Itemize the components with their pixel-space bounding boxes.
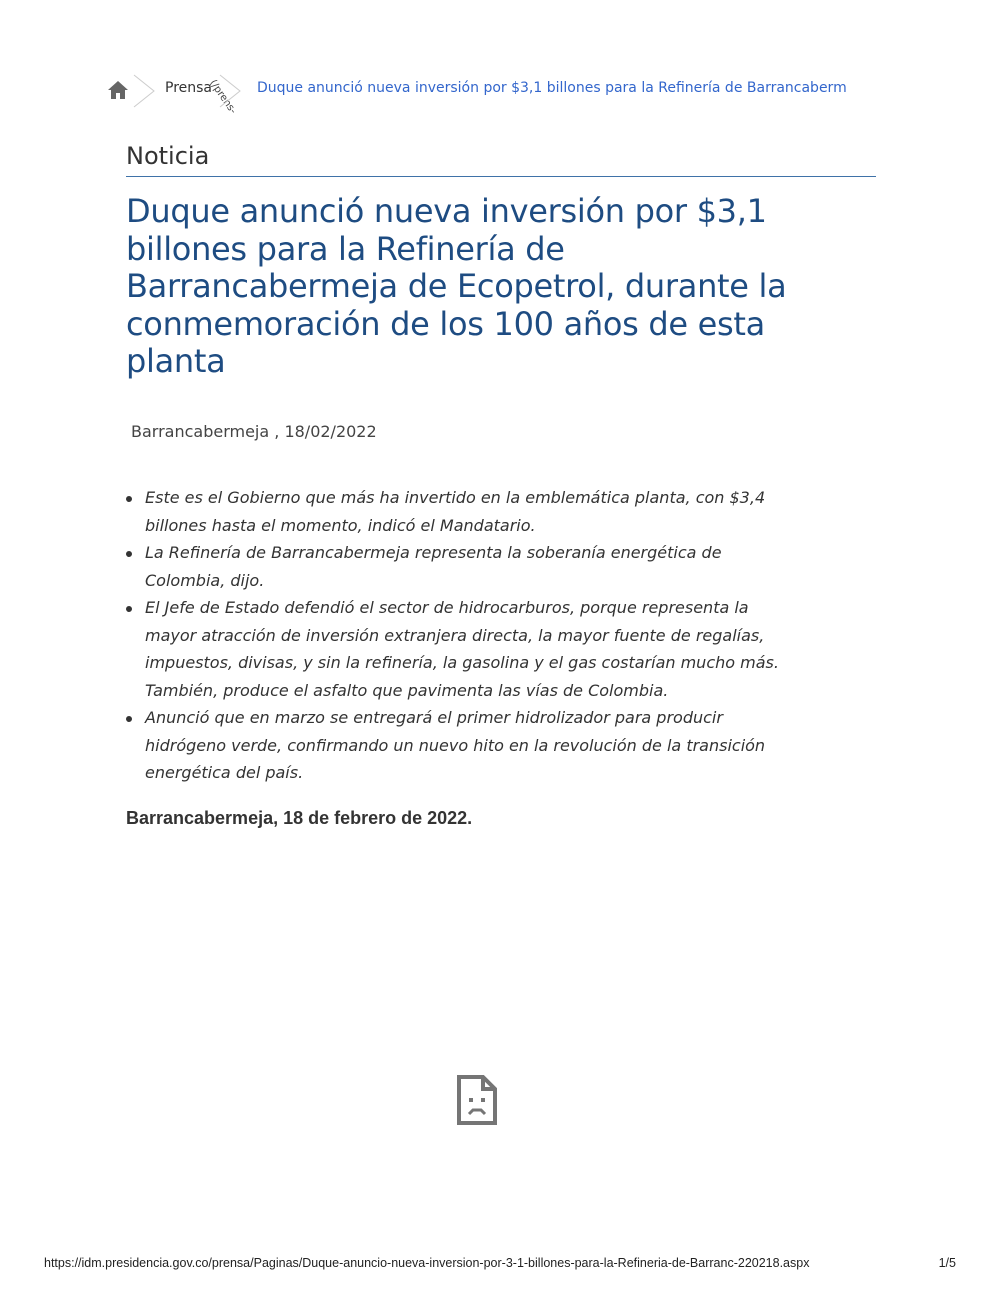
breadcrumb-slug: (/prens-	[206, 78, 239, 117]
headline-line: Duque anunció nueva inversión por $3,1	[126, 192, 767, 230]
list-item-line: Anunció que en marzo se entregará el primer hidrolizador para producir	[145, 708, 723, 727]
headline-line: billones para la Refinería de	[126, 229, 565, 268]
list-item-line: energética del país.	[145, 763, 304, 782]
list-item-line: mayor atracción de inversión extranjera directa, la mayor fuente de regalías,	[145, 625, 765, 645]
bullet-icon	[126, 606, 132, 612]
home-icon[interactable]	[106, 78, 130, 102]
list-item-line: El Jefe de Estado defendió el sector de hidrocarburos, porque representa la	[145, 598, 749, 617]
bullet-icon	[126, 496, 132, 502]
dateline: Barrancabermeja , 18/02/2022	[131, 422, 377, 441]
summary-list	[126, 484, 886, 787]
list-item	[126, 484, 886, 539]
list-item	[126, 539, 886, 594]
list-item-line: Este es el Gobierno que más ha invertido en la emblemática planta, con $3,4	[145, 488, 766, 507]
breadcrumb-prensa-link[interactable]: Prensa	[165, 80, 213, 96]
chevron-right-icon	[132, 74, 158, 108]
headline-line: conmemoración de los 100 años de esta	[126, 304, 765, 343]
headline-line: Barrancabermeja de Ecopetrol, durante la	[126, 267, 787, 305]
list-item-line: Colombia, dijo.	[145, 570, 265, 590]
list-item-line: impuestos, divisas, y sin la refinería, la gasolina y el gas costarían mucho más.	[145, 653, 779, 672]
breadcrumb	[106, 74, 906, 117]
breadcrumb-current-link[interactable]: Duque anunció nueva inversión por $3,1 billones para la Refinería de Barrancaberm	[257, 80, 847, 96]
list-item-line: También, produce el asfalto que pavimenta las vías de Colombia.	[145, 680, 669, 700]
bullet-icon	[126, 551, 132, 557]
section-label: Noticia	[126, 142, 210, 170]
page-title	[126, 193, 876, 381]
list-item-line: hidrógeno verde, confirmando un nuevo hito en la revolución de la transición	[145, 735, 766, 755]
list-item	[126, 704, 886, 787]
divider	[126, 176, 876, 177]
broken-image-icon	[456, 1074, 498, 1126]
list-item-line: La Refinería de Barrancabermeja representa la soberanía energética de	[145, 543, 722, 562]
page-number: 1/5	[938, 1256, 956, 1270]
list-item	[126, 594, 886, 704]
list-item-line: billones hasta el momento, indicó el Mandatario.	[145, 515, 536, 535]
print-url: https://idm.presidencia.gov.co/prensa/Paginas/Duque-anuncio-nueva-inversion-por-3-1-billones-para-la-Refineria-de-Barranc-220218.aspx	[44, 1256, 810, 1270]
closing-dateline: Barrancabermeja, 18 de febrero de 2022.	[126, 808, 473, 828]
headline-line: planta	[126, 342, 226, 380]
chevron-right-icon	[218, 74, 244, 108]
bullet-icon	[126, 716, 132, 722]
